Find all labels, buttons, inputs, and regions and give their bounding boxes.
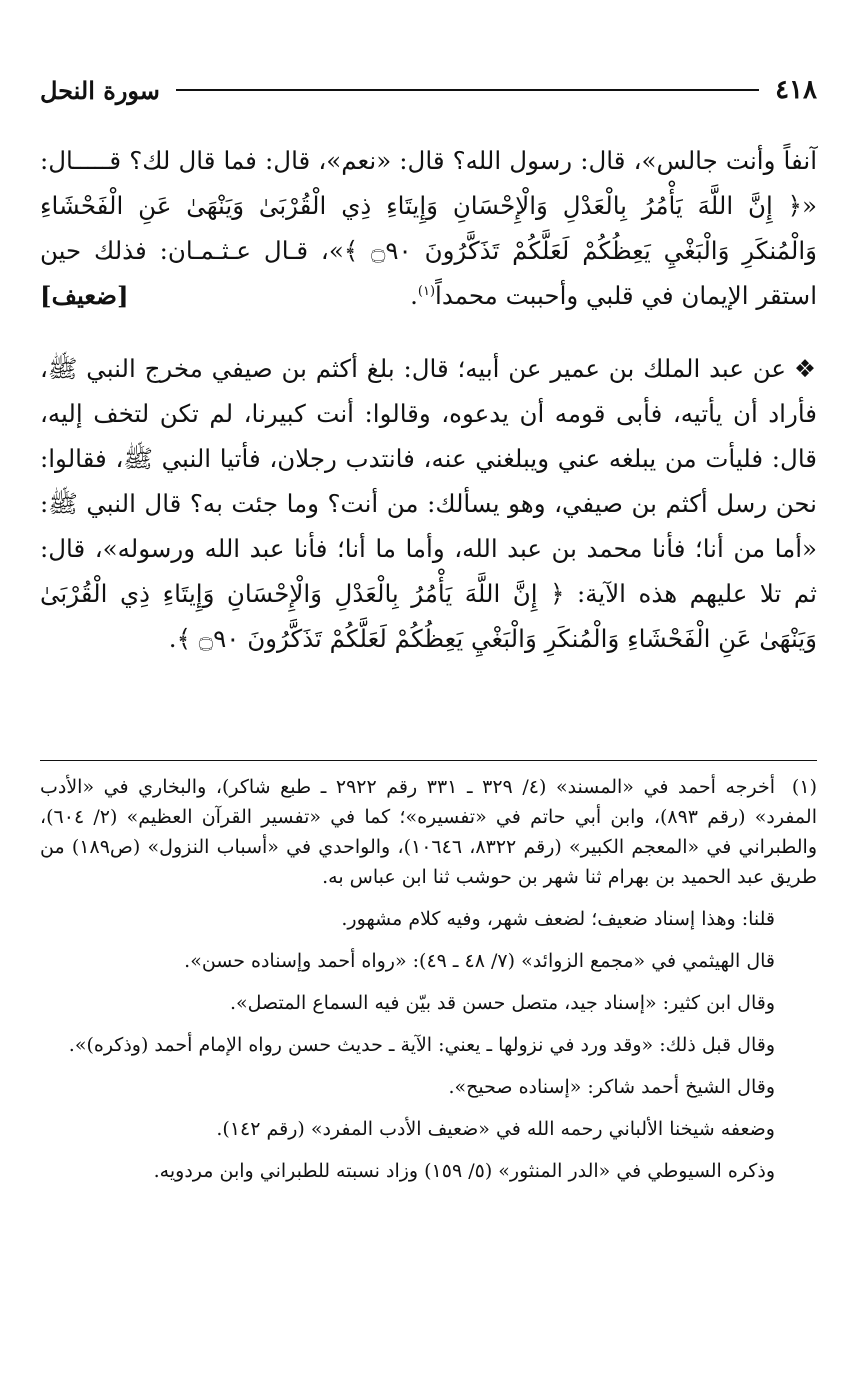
footnote-line: وقال ابن كثير: «إسناد جيد، متصل حسن قد بيّن فيه السماع المتصل». [229,992,775,1014]
paragraph-1-end: . [410,281,418,310]
main-text [40,138,817,661]
surah-title: سورة النحل [40,75,160,105]
footnote-ref-1: (١) [417,283,436,299]
footnote-text: أخرجه أحمد في «المسند» (٤/ ٣٢٩ ـ ٣٣١ رقم ٢٩٢٢ ـ طبع شاكر)، والبخاري في «الأدب المفرد» (رقم ٨٩٣)، وابن أبي حاتم في «تفسيره»؛ كما في «تفسير القرآن العظيم» (٢/ ٦٠٤)، والطبراني في «المعجم الكبير» (رقم ٨٣٢٢، ١٠٦٤٦)، والواحدي في «أسباب النزول» (ص١٨٩) من طريق عبد الحميد بن بهرام ثنا شهر بن حوشب ثنا ابن عباس به. [40,776,818,888]
footnote-line: قال الهيثمي في «مجمع الزوائد» (٧/ ٤٨ ـ ٤٩): «رواه أحمد وإسناده حسن». [184,950,775,972]
footnote-line: وضعفه شيخنا الألباني رحمه الله في «ضعيف الأدب المفرد» (رقم ١٤٢). [216,1118,775,1140]
footnote-divider [40,760,817,761]
quran-verse-1: ﴿ إِنَّ اللَّهَ يَأْمُرُ بِالْعَدْلِ وَالْإِحْسَانِ وَإِيتَاءِ ذِي الْقُرْبَىٰ وَيَنْهَىٰ عَنِ الْفَحْشَاءِ وَالْمُنكَرِ وَالْبَغْيِ يَعِظُكُمْ لَعَلَّكُمْ تَذَكَّرُونَ ۝٩٠ ﴾ [40,191,817,265]
bullet-icon: ❖ [794,354,818,383]
footnote-line: وقال قبل ذلك: «وقد ورد في نزولها ـ يعني: الآية ـ حديث حسن رواه الإمام أحمد (وذكره)». [68,1034,775,1056]
page-header [40,70,817,110]
footnote-line: وذكره السيوطي في «الدر المنثور» (٥/ ١٥٩) وزاد نسبته للطبراني وابن مردويه. [153,1160,775,1182]
header-rule [176,89,759,91]
quran-verse-2: ﴿ إِنَّ اللَّهَ يَأْمُرُ بِالْعَدْلِ وَالْإِحْسَانِ وَإِيتَاءِ ذِي الْقُرْبَىٰ وَيَنْهَىٰ عَنِ الْفَحْشَاءِ وَالْمُنكَرِ وَالْبَغْيِ يَعِظُكُمْ لَعَلَّكُمْ تَذَكَّرُونَ ۝٩٠ ﴾ [40,579,817,653]
paragraph-1-tail: »، قـال عـثـمـان: فذلك حين استقر الإيمان في قلبي وأحببت محمداً [40,236,817,310]
paragraph-1 [40,138,817,318]
page-number: ٤١٨ [775,75,817,105]
paragraph-2-end: . [168,624,177,653]
hadith-grade: [ضعيف] [40,281,129,310]
paragraph-2 [40,346,817,661]
footnote-1 [40,772,817,892]
footnote-line: وقال الشيخ أحمد شاكر: «إسناده صحيح». [448,1076,775,1098]
footnote-number: (١) [791,776,817,798]
paragraph-2-text: عن عبد الملك بن عمير عن أبيه؛ قال: بلغ أكثم بن صيفي مخرج النبي ﷺ، فأراد أن يأتيه، فأبى قومه أن يدعوه، وقالوا: أنت كبيرنا، لم تكن لتخف إليه، قال: فليأت من يبلغه عني ويبلغني عنه، فانتدب رجلان، فأتيا النبي ﷺ، فقالوا: نحن رسل أكثم بن صيفي، وهو يسألك: من أنت؟ وما جئت به؟ قال النبي ﷺ: «أما من أنا؛ فأنا محمد بن عبد الله، وأما ما أنا؛ فأنا عبد الله ورسوله»، قال: ثم تلا عليهم هذه الآية: [40,354,817,608]
footnote-line: قلنا: وهذا إسناد ضعيف؛ لضعف شهر، وفيه كلام مشهور. [341,908,775,930]
footnotes [40,772,817,1198]
paragraph-1-text: آنفاً وأنت جالس»، قال: رسول الله؟ قال: «نعم»، قال: فما قال لك؟ قـــــال: « [40,146,817,220]
